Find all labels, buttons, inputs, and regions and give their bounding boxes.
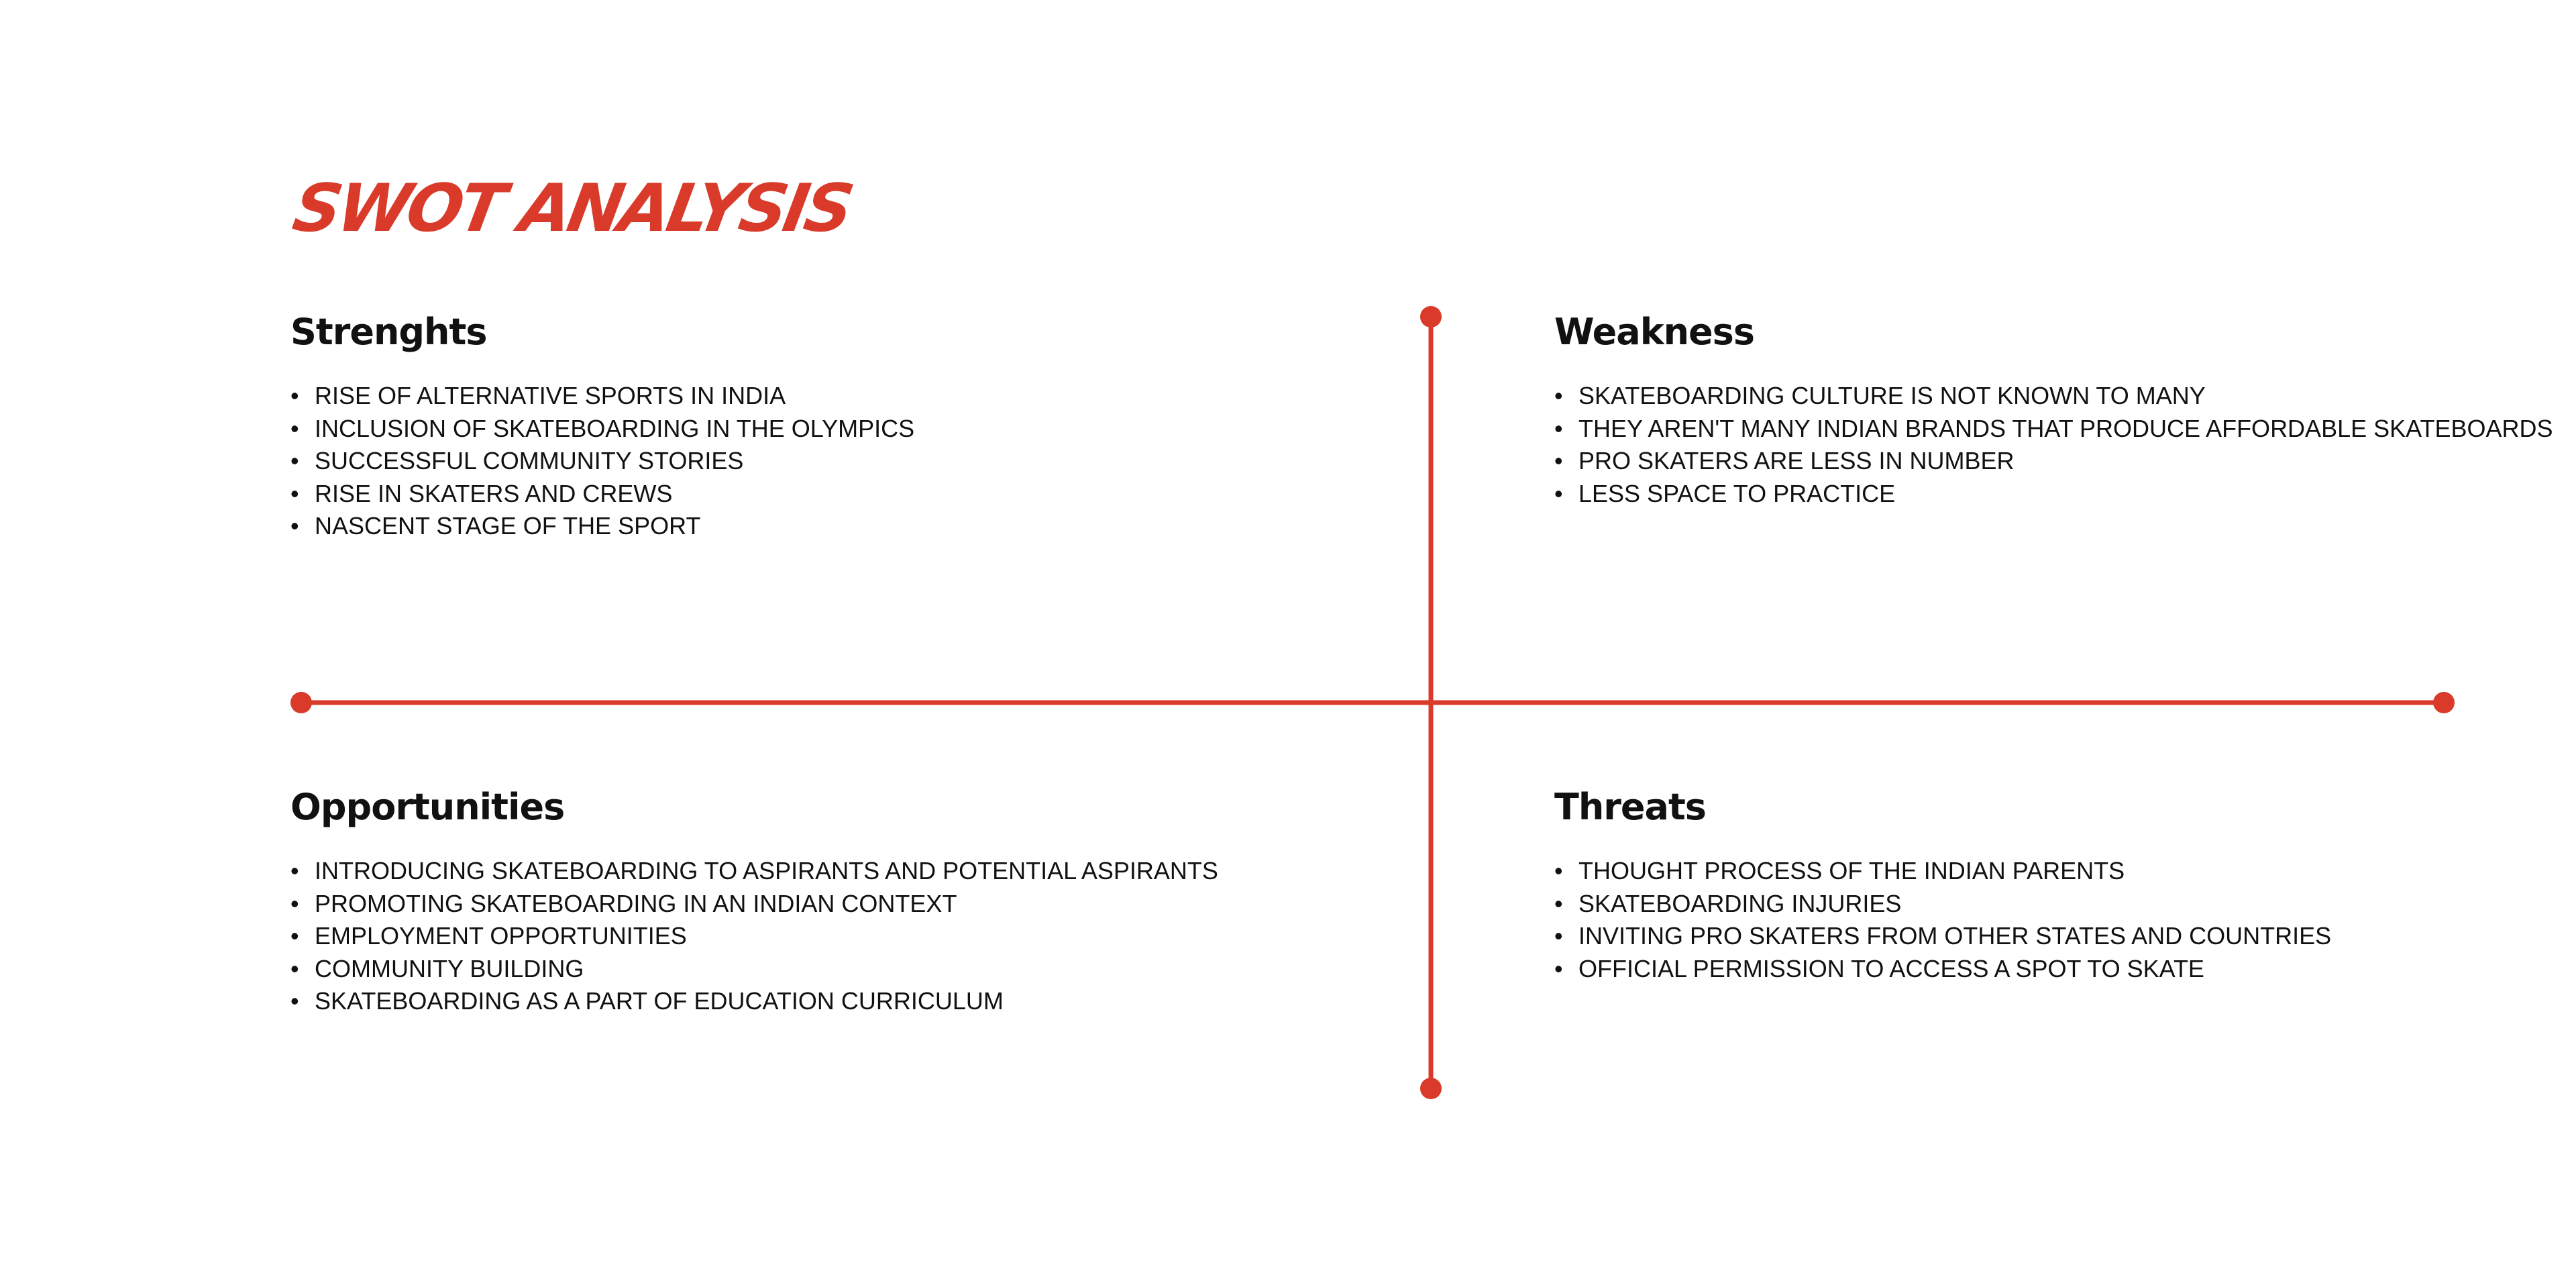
threats-quadrant — [1554, 786, 2576, 985]
list-item: • SKATEBOARDING AS A PART OF EDUCATION CURRICULUM — [290, 985, 1377, 1018]
list-item: • COMMUNITY BUILDING — [290, 953, 1377, 986]
list-item: • THEY AREN'T MANY INDIAN BRANDS THAT PRODUCE AFFORDABLE SKATEBOARDS — [1554, 413, 2576, 446]
weakness-heading: Weakness — [1554, 311, 1754, 353]
strengths-list — [290, 380, 1377, 543]
strengths-quadrant — [290, 311, 1377, 543]
page-title: SWOT ANALYSIS — [287, 170, 857, 247]
list-item: • SUCCESSFUL COMMUNITY STORIES — [290, 445, 1377, 478]
strengths-heading: Strenghts — [290, 311, 487, 353]
axis-endpoint-left — [290, 692, 312, 713]
opportunities-list — [290, 855, 1377, 1018]
weakness-list — [1554, 380, 2576, 510]
list-item: • RISE IN SKATERS AND CREWS — [290, 478, 1377, 511]
axis-endpoint-top — [1420, 306, 1442, 327]
list-item: • INCLUSION OF SKATEBOARDING IN THE OLYMPICS — [290, 413, 1377, 446]
weakness-quadrant — [1554, 311, 2576, 510]
list-item: • INVITING PRO SKATERS FROM OTHER STATES AND COUNTRIES — [1554, 920, 2576, 953]
opportunities-heading: Opportunities — [290, 786, 565, 828]
list-item: • SKATEBOARDING INJURIES — [1554, 888, 2576, 921]
list-item: • SKATEBOARDING CULTURE IS NOT KNOWN TO MANY — [1554, 380, 2576, 413]
list-item: • EMPLOYMENT OPPORTUNITIES — [290, 920, 1377, 953]
list-item: • PROMOTING SKATEBOARDING IN AN INDIAN CONTEXT — [290, 888, 1377, 921]
list-item: • THOUGHT PROCESS OF THE INDIAN PARENTS — [1554, 855, 2576, 888]
opportunities-quadrant — [290, 786, 1377, 1018]
axis-endpoint-bottom — [1420, 1078, 1442, 1099]
list-item: • PRO SKATERS ARE LESS IN NUMBER — [1554, 445, 2576, 478]
threats-list — [1554, 855, 2576, 985]
threats-heading: Threats — [1554, 786, 1706, 828]
list-item: • RISE OF ALTERNATIVE SPORTS IN INDIA — [290, 380, 1377, 413]
list-item: • NASCENT STAGE OF THE SPORT — [290, 510, 1377, 543]
list-item: • INTRODUCING SKATEBOARDING TO ASPIRANTS AND POTENTIAL ASPIRANTS — [290, 855, 1377, 888]
list-item: • OFFICIAL PERMISSION TO ACCESS A SPOT TO SKATE — [1554, 953, 2576, 986]
list-item: • LESS SPACE TO PRACTICE — [1554, 478, 2576, 511]
axis-endpoint-right — [2433, 692, 2455, 713]
